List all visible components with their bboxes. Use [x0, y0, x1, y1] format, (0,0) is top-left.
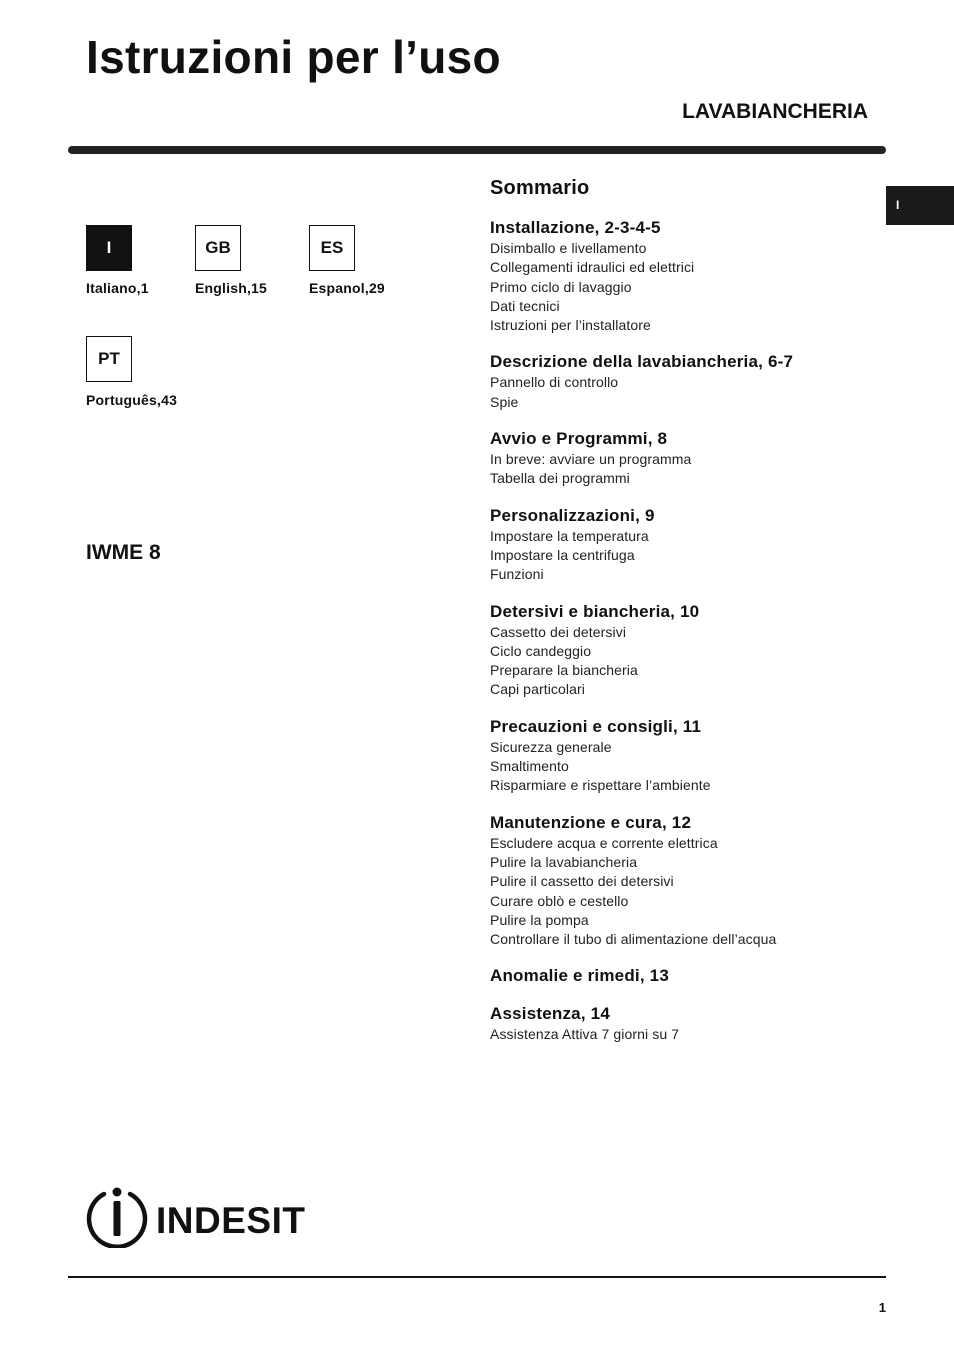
language-box-spanish: ES — [309, 225, 355, 271]
indesit-i-circle-icon — [89, 1188, 145, 1247]
toc-item: Pulire il cassetto dei detersivi — [490, 873, 674, 890]
toc-section-title: Avvio e Programmi, 8 — [490, 429, 668, 449]
toc-item: Controllare il tubo di alimentazione dell’acqua — [490, 931, 777, 948]
toc-item: Funzioni — [490, 566, 544, 583]
toc-section-title: Installazione, 2-3-4-5 — [490, 218, 661, 237]
toc-section — [490, 716, 880, 796]
toc-section-title: Descrizione della lavabiancheria, 6-7 — [490, 352, 794, 372]
toc-item: Disimballo e livellamento — [490, 240, 647, 256]
toc-item: Impostare la temperatura — [490, 527, 649, 544]
toc-section — [490, 812, 880, 950]
toc-item: Istruzioni per l’installatore — [490, 317, 651, 334]
toc-section — [490, 217, 880, 335]
page-number: 1 — [878, 1300, 886, 1315]
toc-item: Cassetto dei detersivi — [490, 623, 627, 640]
language-label-italian: Italiano,1 — [86, 280, 149, 296]
toc-section — [490, 428, 880, 489]
toc-item: Spie — [490, 393, 519, 410]
toc-section-title: Detersivi e biancheria, 10 — [490, 601, 700, 621]
toc-item: Dati tecnici — [490, 297, 560, 314]
toc-section-title: Precauzioni e consigli, 11 — [490, 716, 702, 736]
toc-section-title: Anomalie e rimedi, 13 — [490, 966, 669, 986]
language-box-english: GB — [195, 225, 241, 271]
toc-item: Smaltimento — [490, 758, 569, 775]
toc-item: In breve: avviare un programma — [490, 451, 692, 468]
bottom-divider — [68, 1276, 886, 1278]
model-number: IWME 8 — [86, 541, 161, 564]
toc-section — [490, 351, 880, 412]
language-label-english: English,15 — [195, 280, 268, 296]
toc-item: Pulire la pompa — [490, 911, 589, 928]
language-side-tab: I — [886, 186, 954, 225]
toc-item: Collegamenti idraulici ed elettrici — [490, 259, 695, 276]
page-title: Istruzioni per l’uso — [86, 31, 501, 83]
top-divider — [68, 146, 886, 154]
toc-section — [490, 1003, 880, 1044]
toc-sections — [490, 217, 880, 1045]
language-box-portuguese: PT — [86, 336, 132, 382]
toc-item: Assistenza Attiva 7 giorni su 7 — [490, 1026, 680, 1043]
toc-section — [490, 601, 880, 700]
indesit-logo — [86, 1186, 318, 1248]
product-category: LAVABIANCHERIA — [682, 100, 868, 123]
toc-section-title: Assistenza, 14 — [490, 1004, 610, 1024]
toc-item: Tabella dei programmi — [490, 470, 630, 487]
toc-item: Preparare la biancheria — [490, 662, 638, 679]
language-label-portuguese: Português,43 — [86, 392, 178, 408]
toc-heading: Sommario — [490, 177, 590, 199]
toc-item: Curare oblò e cestello — [490, 892, 629, 909]
toc-item: Escludere acqua e corrente elettrica — [490, 834, 718, 851]
toc-item: Pannello di controllo — [490, 374, 619, 391]
toc-item: Risparmiare e rispettare l’ambiente — [490, 777, 711, 794]
toc-section — [490, 965, 880, 987]
toc-item: Capi particolari — [490, 681, 585, 698]
toc-section-title: Personalizzazioni, 9 — [490, 505, 655, 525]
table-of-contents — [490, 175, 880, 1061]
toc-item: Primo ciclo di lavaggio — [490, 278, 632, 295]
toc-section-title: Manutenzione e cura, 12 — [490, 812, 692, 832]
indesit-wordmark: INDESIT — [156, 1200, 306, 1241]
toc-item: Sicurezza generale — [490, 738, 612, 755]
toc-section — [490, 505, 880, 585]
language-label-spanish: Espanol,29 — [309, 280, 385, 296]
toc-item: Ciclo candeggio — [490, 642, 592, 659]
toc-item: Impostare la centrifuga — [490, 546, 635, 563]
language-box-italian: I — [86, 225, 132, 271]
toc-item: Pulire la lavabiancheria — [490, 853, 638, 870]
